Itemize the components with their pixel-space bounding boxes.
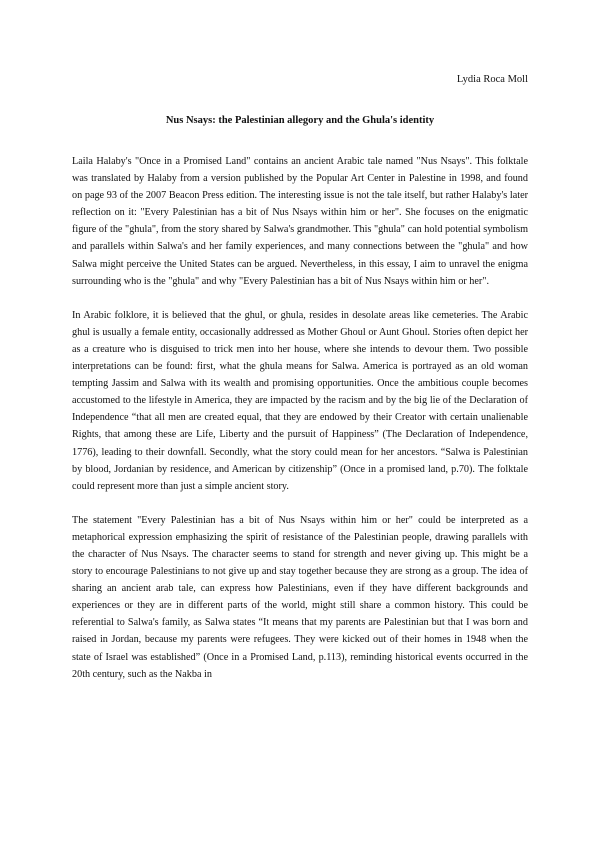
essay-title: Nus Nsays: the Palestinian allegory and the Ghula's identity [165,115,435,126]
essay-body [72,153,528,700]
paragraph-2: In Arabic folklore, it is believed that the ghul, or ghula, resides in desolate areas like cemeteries. The Arabic ghul is usually a female entity, occasionally addressed as Mother Ghoul or Aunt Ghoul. Stories often depict her as a creature who is disguised to trick men into her house, where she intends to devour them. Two possible interpretations can be found: first, what the ghula means for Salwa. America is portrayed as an old woman tempting Jassim and Salwa with its wealth and promising opportunities. Once the ambitious couple becomes accustomed to the lifestyle in America, they are impacted by the racism and by the big lie of the Declaration of Independence “that all men are created equal, that they are endowed by their Creator with certain unalienable Rights, that among these are Life, Liberty and the pursuit of Happiness” (The Declaration of Independence, 1776), leading to their downfall. Secondly, what the story could mean for her ancestors. “Salwa is Palestinian by blood, Jordanian by residence, and American by citizenship” (Once in a promised land, p.70). The folktale could represent more than just a simple ancient story. [72,309,528,492]
paragraph-3: The statement "Every Palestinian has a bit of Nus Nsays within him or her" could be interpreted as a metaphorical expression emphasizing the spirit of resistance of the Palestinian people, drawing parallels with the character of Nus Nsays. The character seems to stand for strength and never giving up. This might be a story to encourage Palestinians to not give up and stay together because they are strong as a group. The idea of sharing an ancient arab tale, can express how Palestinians, even if they have different backgrounds and experiences or they are in different parts of the world, might still share a common history. This could be referential to Salwa's family, as Salwa states “It means that my parents are Palestinian but that I was born and raised in Jordan, because my parents were refugees. They were kicked out of their homes in 1948 when the state of Israel was established” (Once in a Promised Land, p.113), reminding historical events occurred in the 20th century, such as the Nakba in [72,514,528,680]
paragraph-1: Laila Halaby's "Once in a Promised Land" contains an ancient Arabic tale named "Nus Nsays". This folktale was translated by Halaby from a version published by the Popular Art Center in Palestine in 1998, and found on page 93 of the 2007 Beacon Press edition. The interesting issue is not the tale itself, but rather Halaby's later reflection on it: "Every Palestinian has a bit of Nus Nsays within him or her". She focuses on the enigmatic figure of the "ghula", from the story shared by Salwa's grandmother. This "ghula" can hold potential symbolism and parallels within Salwa's and her family experiences, and many connections between the "ghula" and how Salwa might perceive the United States can be argued. Nevertheless, in this essay, I aim to unravel the enigma surrounding who is the "ghula" and why "Every Palestinian has a bit of Nus Nsays within him or her". [72,156,528,287]
author-name: Lydia Roca Moll [456,74,528,85]
